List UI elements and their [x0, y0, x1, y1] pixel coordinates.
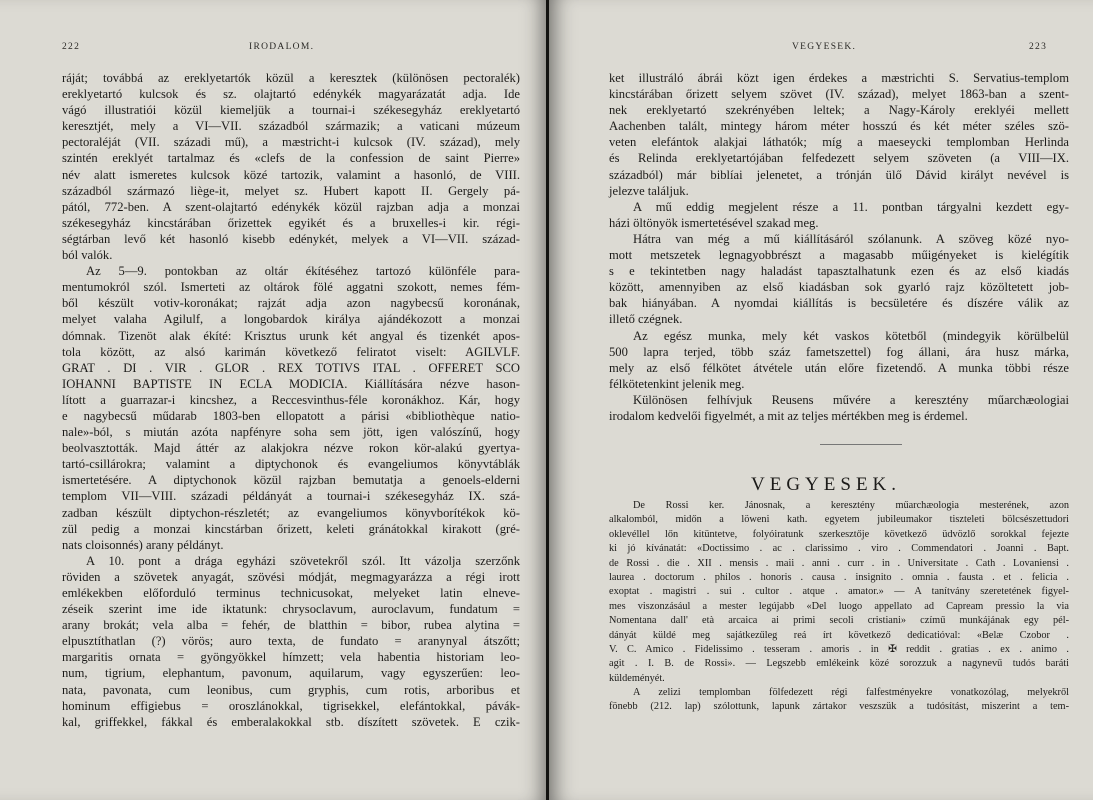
left-page-number: 222	[62, 42, 81, 52]
text-line: Az 5—9. pontokban az oltár ékítéséhez tartozó különféle para-	[86, 264, 520, 279]
news-line: küldeményét.	[609, 672, 665, 684]
news-line: laurea . doctorum . philos . honoris . causa . insignito . omnia . fausta . et . felicia .	[609, 571, 1069, 583]
text-line: num, tigrium, elephantum, pavonum, aquilarum, vagy egyszerűen: leo-	[62, 666, 520, 681]
text-line: jelezve találjuk.	[609, 183, 689, 198]
text-line: nats cloisonnés) arany példányt.	[62, 537, 224, 552]
text-line: tartó-csillárokra; valamint a diptychonok és evangeliumos könyvtáblák	[62, 457, 520, 472]
text-line: szintén ereklyét tartalmaz és «clefs de la confession de saint Pierre»	[62, 151, 520, 166]
text-line: századból származó liège-it, melyet sz. Hubert kapott II. Gergely pá-	[62, 183, 520, 198]
news-text	[609, 499, 1069, 715]
news-line: mes viszonzásául a mester legújabb «Del luogo appellato ad Capream pressio la via	[609, 600, 1069, 612]
news-line: A zelizi templomban fölfedezett régi falfestményekre vonatkozólag, melyekről	[633, 687, 1069, 699]
text-line: és Relinda ereklyetartójában felfedezett selyem szöveten (a VIII—IX.	[609, 151, 1069, 166]
text-line: zéseik szerint ime ide iktatunk: chrysoclavum, auroclavum, fundatum =	[62, 602, 520, 617]
text-line: ráját; továbbá az ereklyetartók közül a keresztek (különösen pectoralék)	[62, 71, 520, 85]
news-line: Nomentana dall' età arcaica ai primi secoli cristiani» czímű munkájának egy pél-	[609, 615, 1069, 627]
text-line: GRAT . DI . VIR . GLOR . REX TOTIVS ITAL . OFFERET SCO	[62, 360, 520, 375]
text-line: tola között, az alsó karimán következő feliratot viselt: AGILVLF.	[62, 344, 520, 359]
text-line: mentumokról szól. Ismerteti az oltárok fölé aggatni szokott, nemes fém-	[62, 280, 520, 295]
text-line: pectoraléját (VII. századi mű), a mæstricht-i kulcsok (IV. század), mely	[62, 135, 520, 150]
text-line: Az egész munka, mely két vaskos kötetből (mindegyik körülbelül	[633, 328, 1069, 343]
text-line: A 10. pont a drága egyházi szövetekről szól. Itt vázolja szerzőnk	[86, 553, 520, 568]
text-line: margaritis ornata = gyöngyökkel hímzett; vela habentia historiam leo-	[62, 650, 520, 665]
text-line: beolvasztották. Majd áttér az alakjokra nézve rokon kör-alakú gyertya-	[62, 441, 520, 456]
text-line: lított a guarrazar-i kincshez, a Reccesvinthus-féle koronákhoz. Kár, hogy	[62, 392, 520, 407]
text-line: keresztjét, mely a VI—VII. századból származik; a vaticani múzeum	[62, 119, 520, 134]
text-line: kal, griffekkel, fákkal és emberalakokkal stb. díszített szövetek. E czik-	[62, 714, 520, 729]
news-line: De Rossi ker. Jánosnak, a keresztény műarchæologia mesterének, azon	[633, 500, 1069, 511]
news-line: agit . I. B. de Rossi». — Legszebb emlékeink közé sorozzuk a nagynevű tudós baráti	[609, 658, 1069, 670]
right-page	[549, 0, 1093, 800]
text-line: ket illustráló ábrái közt igen érdekes a mæstrichti S. Servatius-templom	[609, 71, 1069, 85]
text-line: zül pedig a monzai kincstárban őrizett, keleti gránátokkal kirakott (gré-	[62, 521, 520, 536]
text-line: mott metszetek legnagyobbrészt a magasabb műigényeket is kielégítik	[609, 248, 1069, 263]
news-line: V. C. Amico . Fidelissimo . tesseram . amoris . in ✠ reddit . gratias . ex . animo .	[609, 643, 1069, 655]
news-line: exoptat . magistri . sui . cultor . atque . amator.» — A tanítvány szeretetének figyel-	[609, 586, 1069, 598]
text-line: e nagybecsű műdarab 1803-ben ellopatott a párisi «bibliothèque natio-	[62, 408, 520, 423]
text-line: veten elefántok alakjai láthatók; míg a maeseycki templomban Herlinda	[609, 135, 1069, 150]
text-line: között, amennyiben az első kiadásban sok gyarló rajz közöltetett job-	[609, 280, 1069, 295]
news-line: alkalomból, midőn a löweni kath. egyetem jubileumakor tiszteleti bölcsészettudori	[609, 514, 1069, 526]
text-line: templom VII—VIII. századi példányát a tournai-i székesegyház IX. szá-	[62, 489, 520, 504]
text-line: A mű eddig megjelent része a 11. pontban tárgyalni kezdett egy-	[633, 199, 1069, 214]
left-body-text	[62, 70, 520, 730]
text-line: bak hiányában. A nyomdai kiállítás is becsületére és díszére válik az	[609, 296, 1069, 311]
text-line: nale»-ból, s miután azóta napfényre soha sem jött, igen valószínű, hogy	[62, 425, 520, 440]
news-line: dányát küldé meg sajátkezűleg reá írt következő dedicatióval: «Belæ Czobor .	[609, 629, 1069, 641]
left-running-head: IRODALOM.	[249, 42, 315, 52]
text-line: s e tekintetben nagy haladást tapasztalhatunk ezen és az első kiadás	[609, 264, 1069, 279]
text-line: 500 lapra terjed, több száz fametszettel) fog állani, ára husz márka,	[609, 344, 1069, 359]
news-line: oklevéllel lőn kitüntetve, folyóiratunk szerkesztője következő üdvözlő sorokkal fejezte	[609, 528, 1069, 540]
text-line: Különösen felhívjuk Reusens művére a keresztény műarchæologiai	[633, 392, 1069, 407]
text-line: melyet valaha Agilulf, a longobardok királya ajándékozott a monzai	[62, 312, 520, 327]
text-line: ből készült votiv-koronákat; rajzát adja azon nagybecsű koronának,	[62, 296, 520, 311]
text-line: dómnak. Tizenöt alak ékíté: Krisztus urunk két angyal és tizenkét apos-	[62, 328, 520, 343]
text-line: IOHANNI BAPTISTE IN ECLA MODICIA. Kiállítására nézve hason-	[62, 376, 520, 391]
section-divider	[820, 444, 902, 445]
right-running-head: VEGYESEK.	[792, 42, 857, 52]
text-line: hominum effigiebus = oroszlánokkal, tigrisekkel, elefántokkal, pávák-	[62, 698, 520, 713]
section-title: VEGYESEK.	[751, 474, 902, 495]
text-line: emlékekben előforduló terminus technicusokat, melyeket latin elneve-	[62, 586, 520, 600]
text-line: századból) már biblíai jelenetet, a trónján ülő Dávid királyt nevével is	[609, 167, 1069, 182]
right-body-text	[609, 70, 1069, 424]
text-line: ségtárban levő két hasonló kisebb edénykét, melyek a VI—VII. század-	[62, 231, 520, 246]
text-line: ereklyetartó kulcsok és sz. olajtartó edénykék magyarázatát adja. Ide	[62, 87, 520, 102]
text-line: illető czégnek.	[609, 312, 683, 327]
news-line: ki jó kívánatát: «Doctissimo . ac . clarissimo . viro . Commendatori . Joanni . Bapt.	[609, 543, 1069, 555]
right-page-number: 223	[1029, 42, 1048, 52]
text-line: irodalom kedvelői figyelmét, a mit az teljes mértékben meg is érdemel.	[609, 408, 968, 423]
text-line: kincstárában őrizett selyem szövet (IV. század), melyet 1863-ban a szent-	[609, 87, 1069, 102]
text-line: ismertetésére. A diptychonok közül rajzban bemutatja a genoels-elderni	[62, 473, 520, 488]
text-line: székesegyház kincstárában őrizettek egyikét és a bruxelles-i kir. régi-	[62, 215, 520, 230]
text-line: mely az első félkötet átvétele után előre fizetendő. A munka többi része	[609, 360, 1069, 375]
news-line: fönebb (212. lap) szólottunk, lapunk zártakor veszszük a tudósítást, miszerint a tem-	[609, 701, 1069, 713]
text-line: Hátra van még a mű kiállításáról szólanunk. A szöveg közé nyo-	[633, 231, 1069, 246]
text-line: Aachenben talált, mintegy három méter hosszú és két méter széles szö-	[609, 119, 1069, 134]
text-line: röviden a szövetek anyagát, szövési módját, megmagyarázza a régi irott	[62, 569, 520, 584]
text-line: zadban készült diptychon-részletét; az evangeliumos könyvborítékok kö-	[62, 505, 520, 520]
text-line: pától, 772-ben. A szent-olajtartó edénykék közül rajzban adja a monzai	[62, 199, 520, 214]
text-line: nata, pavonata, cum leonibus, cum gryphis, cum rotis, arboribus et	[62, 682, 520, 697]
text-line: ból valók.	[62, 248, 113, 263]
text-line: név alatt ismeretes kulcsok közé tartozik, valamint a hasonló, de VIII.	[62, 167, 520, 182]
text-line: nek ereklyetartó szekrényében leltek; a Nagy-Károly ereklyéi mellett	[609, 103, 1069, 118]
text-line: vágó illustratiói közül kiemeljük a tournai-i székesegyház ereklyetartó	[62, 103, 520, 118]
text-line: félkötetenkint jelenik meg.	[609, 376, 745, 391]
text-line: arany brokát; vela alba = fehér, de blatthin = bibor, rubea alytina =	[62, 618, 520, 633]
text-line: házi öltönyök ismertetésével szakad meg.	[609, 215, 819, 230]
news-line: de Rossi . die . XII . mensis . maii . anni . curr . in . Universitate . Cath . Lovaniensi .	[609, 557, 1069, 569]
text-line: elpusztíthatlan (?) vörös; auro texta, de fundato = aranynyal átszőtt;	[62, 634, 520, 649]
